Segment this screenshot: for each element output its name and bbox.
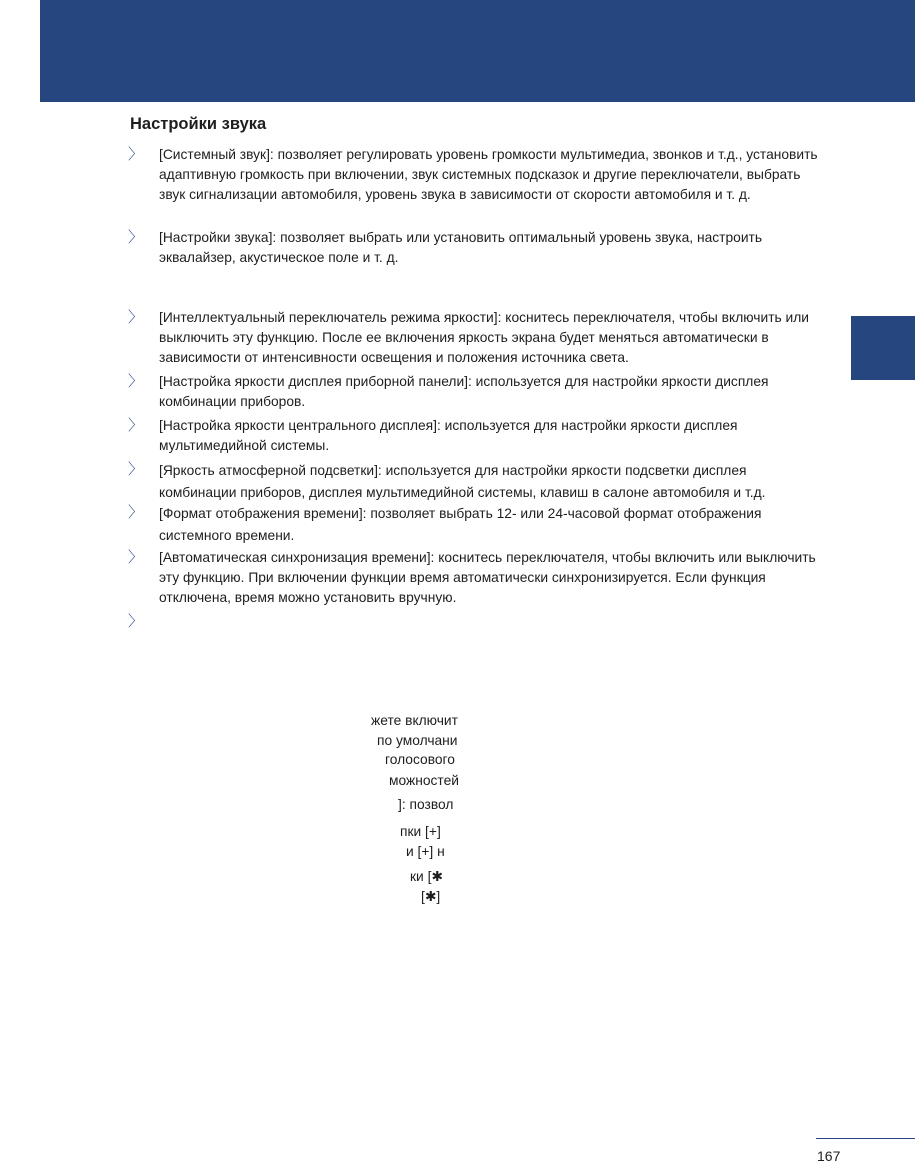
text-fragment: [✱] <box>421 889 441 904</box>
section-title: Настройки звука <box>130 115 267 133</box>
list-item-text: [Автоматическая синхронизация времени]: коснитесь переключателя, чтобы включить или выключить эту функцию. При включении функции время автоматически синхронизируется. Если функция отключена, время можно установить вручную. <box>159 550 816 605</box>
list-item-text: [Настройка яркости центрального дисплея]: используется для настройки яркости дисплея мультимедийной системы. <box>159 418 738 453</box>
chevron-right-icon: 〉 <box>128 504 144 521</box>
list-item-text: [Интеллектуальный переключатель режима яркости]: коснитесь переключателя, чтобы включить или выключить эту функцию. После ее включения яркость экрана будет меняться автоматически в зависимости от интенсивности освещения и положения источника света. <box>159 310 809 365</box>
chevron-right-icon: 〉 <box>128 309 144 326</box>
text-fragment: голосового <box>385 752 455 767</box>
text-fragment: жете включит <box>371 713 458 728</box>
chevron-right-icon: 〉 <box>128 549 144 566</box>
list-item-text: [Настройки звука]: позволяет выбрать или установить оптимальный уровень звука, настроить эквалайзер, акустическое поле и т. д. <box>159 230 763 265</box>
list-item-text: [Яркость атмосферной подсветки]: используется для настройки яркости подсветки дисплея комбинации приборов, дисплея мультимедийной системы, клавиш в салоне автомобиля и т.д. <box>159 463 766 500</box>
list-item-text: [Системный звук]: позволяет регулировать уровень громкости мультимедиа, звонков и т.д., установить адаптивную громкость при включении, звук системных подсказок и другие переключатели, выбрать звук сигнализации автомобиля, уровень звука в зависимости от скорости автомобиля и т. д. <box>159 147 818 202</box>
text-fragment: ]: позвол <box>398 797 454 812</box>
header-band <box>40 0 915 102</box>
text-fragment: и [+] н <box>406 844 445 859</box>
chevron-right-icon: 〉 <box>128 613 144 630</box>
text-fragment: пки [+] <box>400 824 441 839</box>
text-fragment: ки [✱ <box>410 869 443 884</box>
chevron-right-icon: 〉 <box>128 417 144 434</box>
list-item-text: [Формат отображения времени]: позволяет выбрать 12- или 24-часовой формат отображения системного времени. <box>159 506 762 543</box>
chapter-tab <box>851 316 915 380</box>
page-number: 167 <box>817 1148 841 1164</box>
chevron-right-icon: 〉 <box>128 229 144 246</box>
chevron-right-icon: 〉 <box>128 146 144 163</box>
text-fragment: можностей <box>389 773 459 788</box>
chevron-right-icon: 〉 <box>128 373 144 390</box>
footer-rule <box>816 1138 915 1139</box>
chevron-right-icon: 〉 <box>128 461 144 478</box>
text-fragment: по умолчани <box>377 733 458 748</box>
list-item-text: [Настройка яркости дисплея приборной панели]: используется для настройки яркости дисплея комбинации приборов. <box>159 374 769 409</box>
